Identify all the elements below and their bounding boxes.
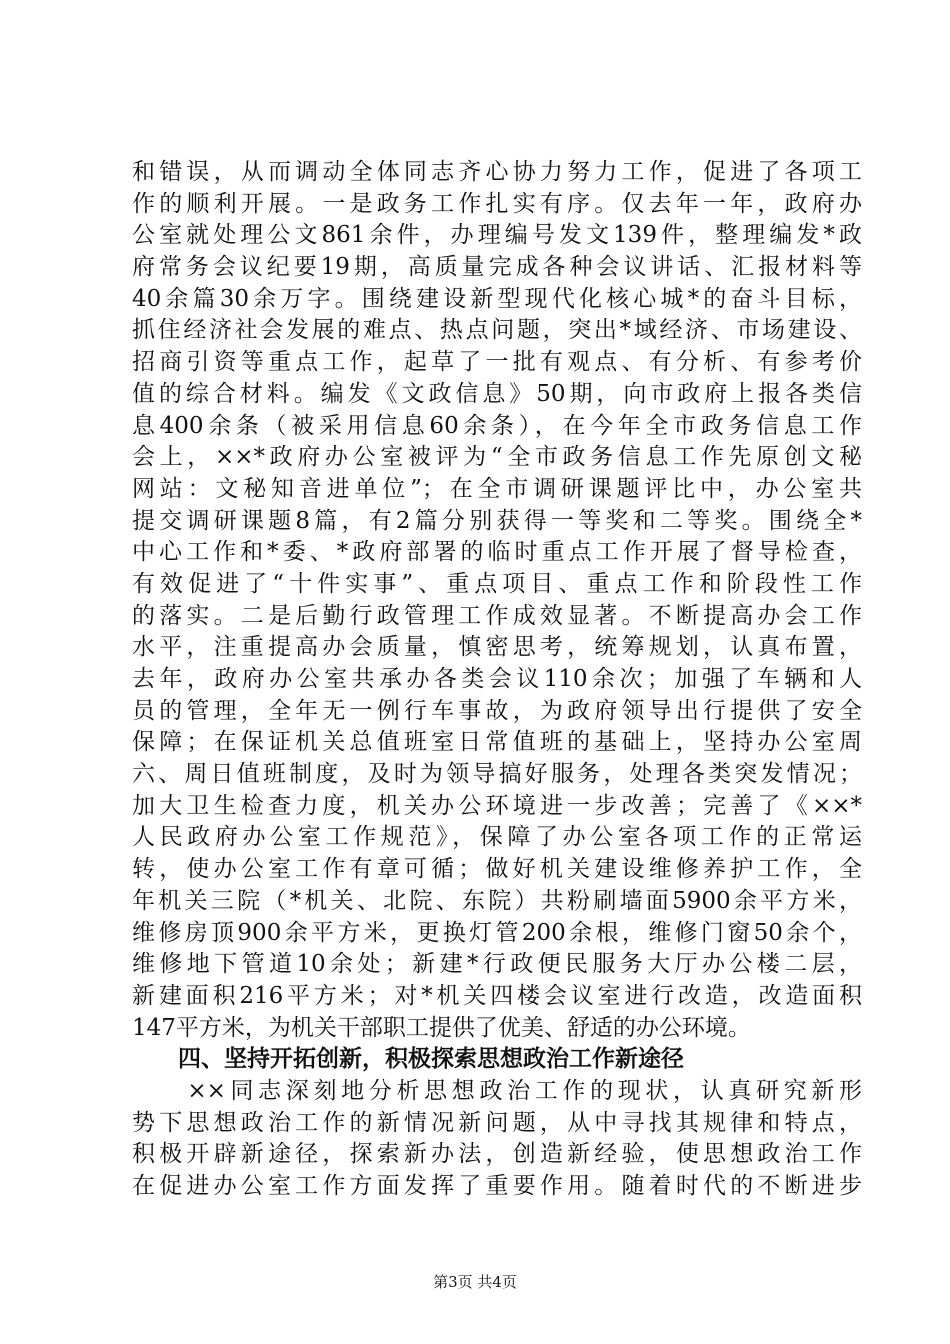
text-line: 中心工作和*委、*政府部署的临时重点工作开展了督导检查， [132,539,862,566]
text-line: 水平，注重提高办会质量，慎密思考，统筹规划，认真布置， [132,634,862,661]
paragraph-section-four [132,1076,862,1203]
text-line: 去年，政府办公室共承办各类会议110余次；加强了车辆和人 [132,666,862,692]
text-line: 新建面积216平方米；对*机关四楼会议室进行改造，改造面积 [132,982,862,1009]
text-line: 转，使办公室工作有章可循；做好机关建设维修养护工作，全 [132,856,862,883]
text-line: 40余篇30余万字。围绕建设新型现代化核心城*的奋斗目标， [132,285,862,312]
text-line: 会上，××*政府办公室被评为“全市政务信息工作先原创文秘 [132,444,862,471]
text-line: 加大卫生检查力度，机关办公环境进一步改善；完善了《××* [132,792,862,819]
text-line: 维修房顶900余平方米，更换灯管200余根，维修门窗50余个， [132,919,862,946]
text-line: 招商引资等重点工作，起草了一批有观点、有分析、有参考价 [132,349,862,376]
text-line: 值的综合材料。编发《文政信息》50期，向市政府上报各类信 [132,380,862,407]
text-line: 六、周日值班制度，及时为领导搞好服务，处理各类突发情况； [132,761,862,788]
paragraph-continuation [132,157,862,1044]
text-line: 势下思想政治工作的新情况新问题，从中寻找其规律和特点， [132,1109,862,1136]
text-line: 维修地下管道10余处；新建*行政便民服务大厅办公楼二层， [132,951,862,978]
text-line: ××同志深刻地分析思想政治工作的现状，认真研究新形 [132,1077,862,1104]
text-line: 息400余条（被采用信息60余条），在今年全市政务信息工作 [132,412,862,439]
body-text [132,157,862,1203]
text-line: 积极开辟新途径，探索新办法，创造新经验，使思想政治工作 [132,1141,862,1168]
page-footer: 第3页 共4页 [433,1273,517,1291]
text-line: 在促进办公室工作方面发挥了重要作用。随着时代的不断进步 [132,1173,862,1199]
text-line: 提交调研课题8篇，有2篇分别获得一等奖和二等奖。围绕全* [132,507,862,534]
text-line: 作的顺利开展。一是政务工作扎实有序。仅去年一年，政府办 [132,190,862,217]
text-line: 府常务会议纪要19期，高质量完成各种会议讲话、汇报材料等 [132,254,862,281]
text-line: 147平方米，为机关干部职工提供了优美、舒适的办公环境。 [132,1014,751,1041]
text-line: 员的管理，全年无一例行车事故，为政府领导出行提供了安全 [132,697,862,724]
text-line: 人民政府办公室工作规范》，保障了办公室各项工作的正常运 [132,824,862,851]
text-line: 年机关三院（*机关、北院、东院）共粉刷墙面5900余平方米， [132,887,862,914]
text-line: 公室就处理公文861余件，办理编号发文139件，整理编发*政 [132,222,862,249]
section-heading: 四、坚持开拓创新，积极探索思想政治工作新途径 [178,1046,684,1073]
text-line: 有效促进了“十件实事”、重点项目、重点工作和阶段性工作 [132,570,862,597]
text-line: 抓住经济社会发展的难点、热点问题，突出*域经济、市场建设、 [132,317,862,344]
text-line: 和错误，从而调动全体同志齐心协力努力工作，促进了各项工 [132,159,862,185]
text-line: 的落实。二是后勤行政管理工作成效显著。不断提高办会工作 [132,602,862,629]
text-line: 网站：文秘知音进单位”；在全市调研课题评比中，办公室共 [132,475,862,502]
text-line: 保障；在保证机关总值班室日常值班的基础上，坚持办公室周 [132,729,862,756]
